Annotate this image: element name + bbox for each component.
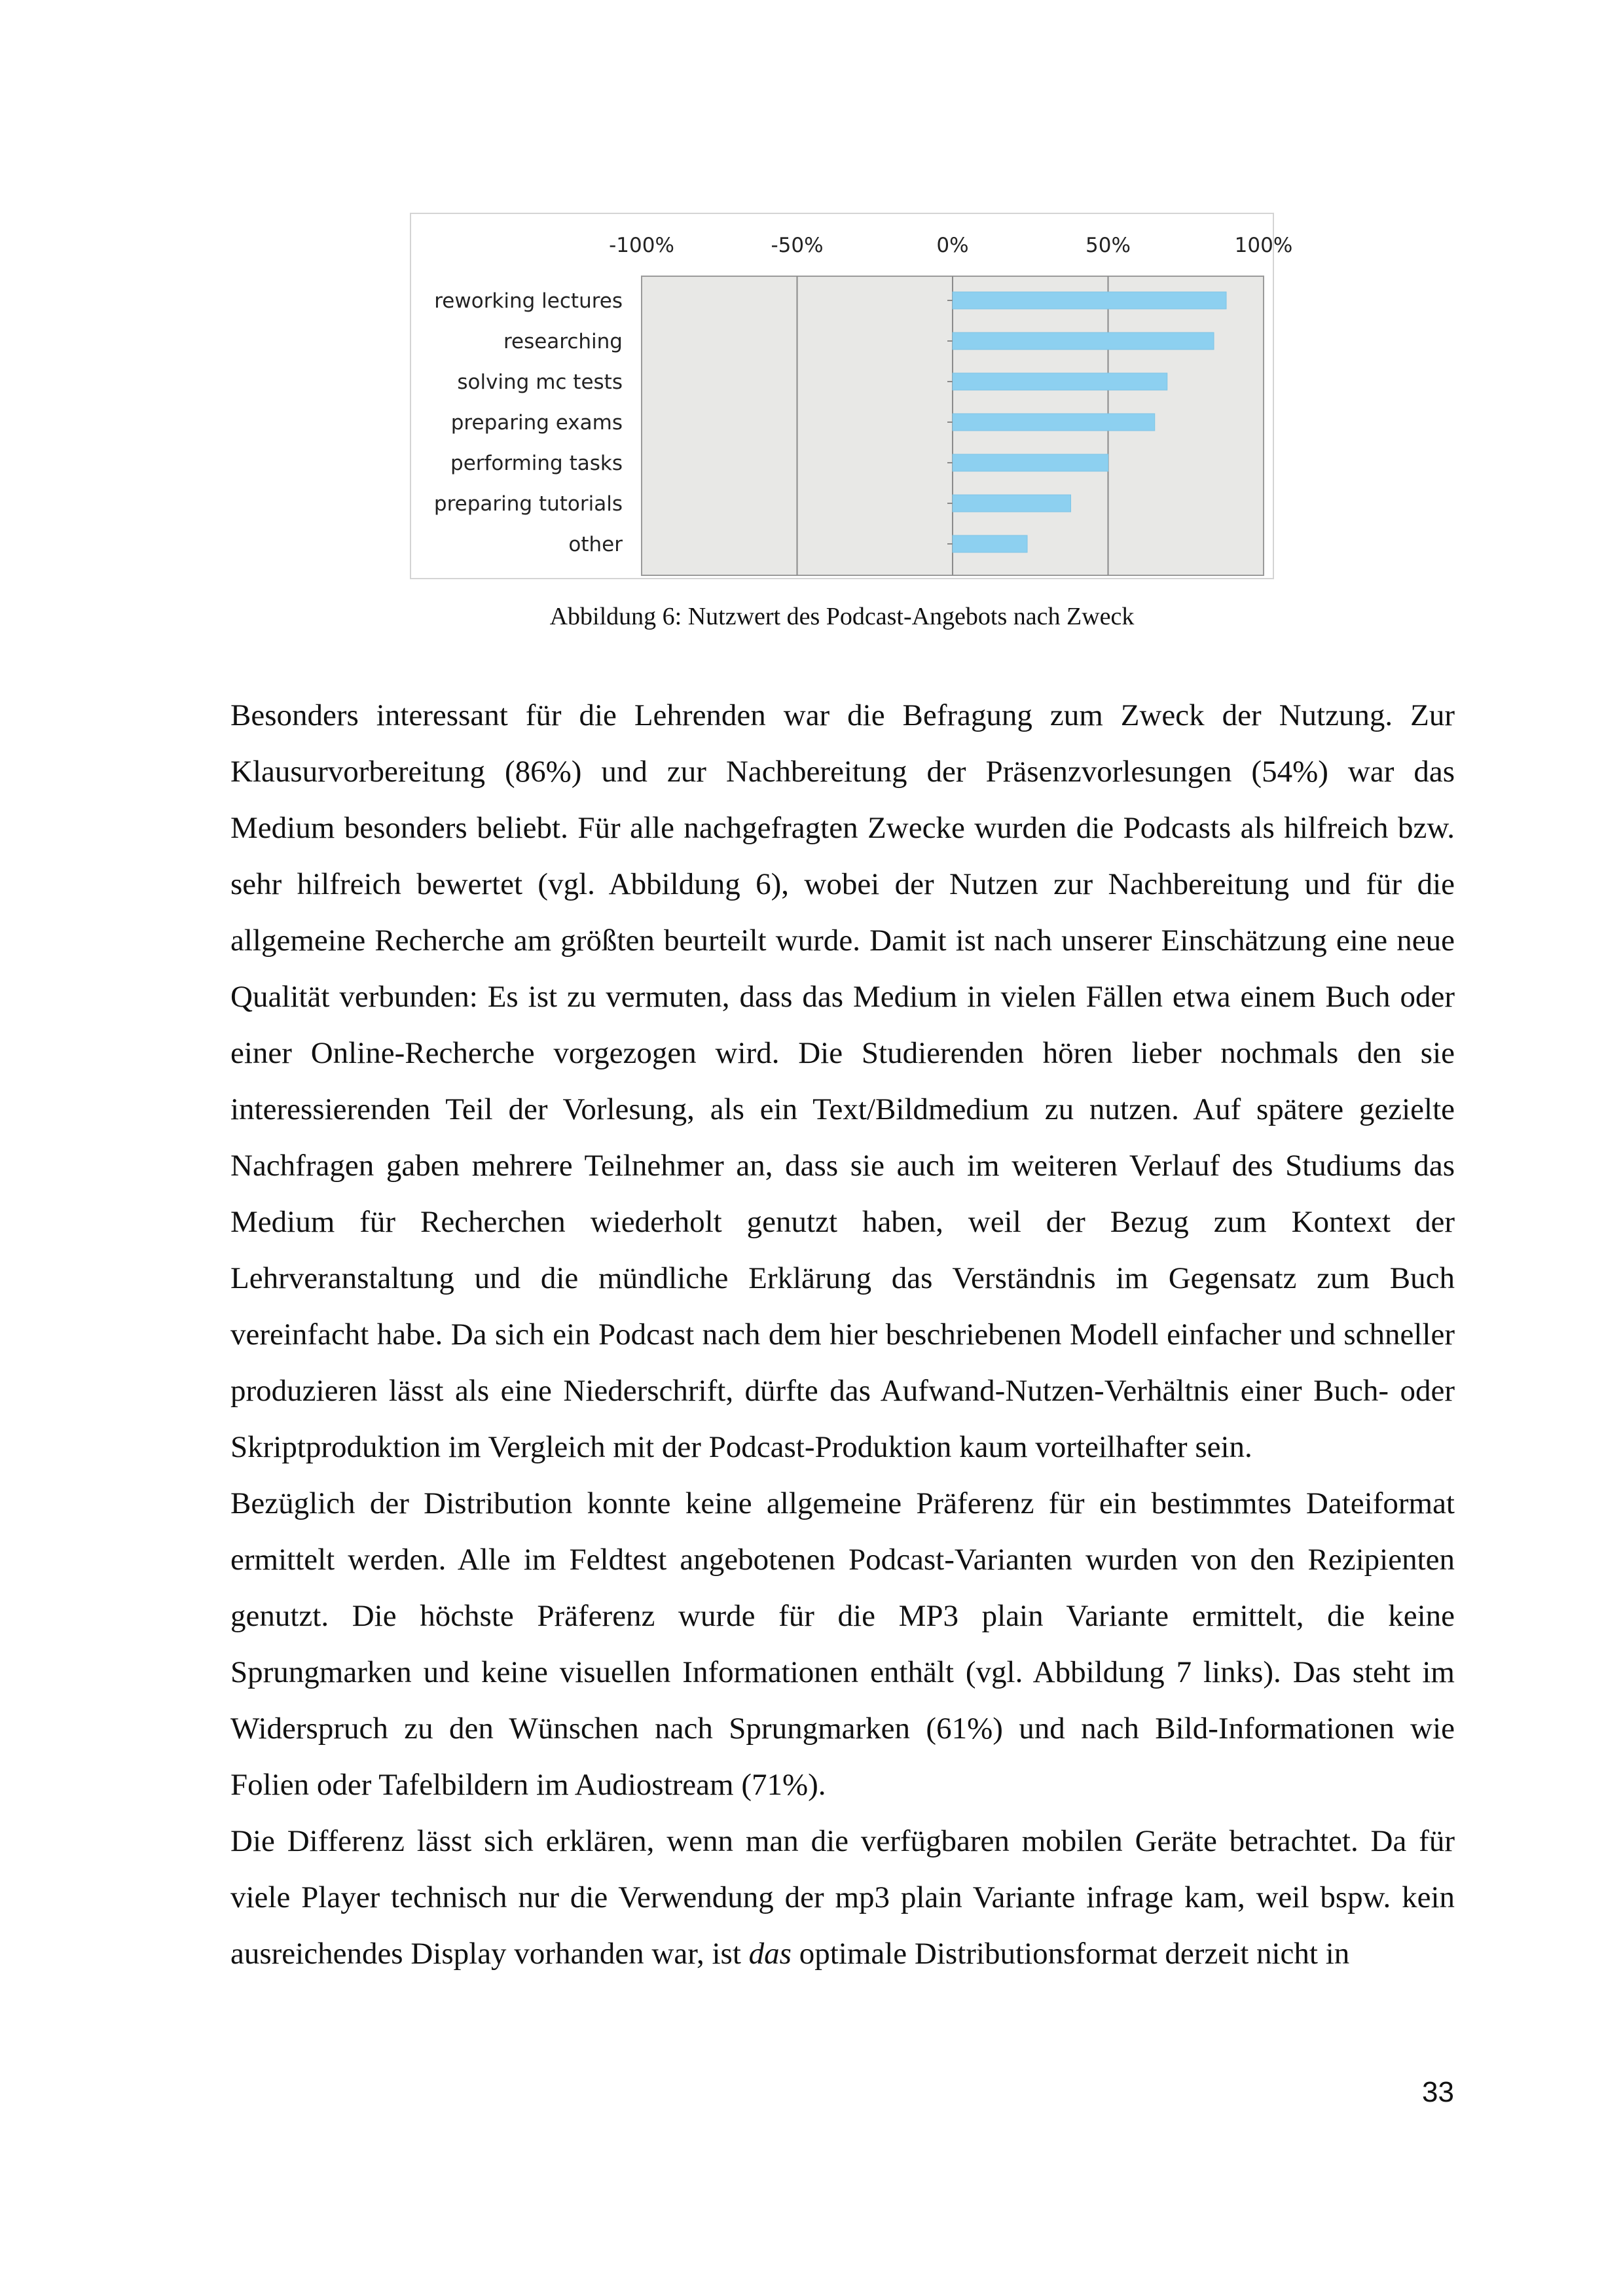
bar-chart [411, 214, 1293, 578]
category-label: other [568, 533, 623, 556]
paragraph-3-text: Die Differenz lässt sich erklären, wenn man die verfügbaren mobilen Geräte betrachtet. Da für viele Player technisch nur die Verwendung der mp3 plain Variante infrage kam, weil bspw. kein ausreichendes Display vorhanden war, ist [230, 1824, 1455, 1971]
bar [953, 292, 1226, 309]
category-label: performing tasks [450, 452, 623, 475]
x-tick-label: 0% [936, 234, 969, 257]
bar [953, 495, 1071, 512]
bar [953, 454, 1108, 471]
page-number: 33 [1422, 2076, 1454, 2108]
x-tick-label: -100% [609, 234, 674, 257]
category-label: preparing tutorials [433, 492, 623, 516]
paragraph-3-emphasis: das [748, 1937, 792, 1971]
x-tick-label: 100% [1234, 234, 1293, 257]
x-tick-label: 50% [1085, 234, 1131, 257]
body-text [230, 687, 1455, 1982]
paragraph-3 [230, 1813, 1455, 1982]
bar [953, 373, 1167, 390]
paragraph-3-end: optimale Distributionsformat derzeit nicht in [791, 1937, 1350, 1971]
bar [953, 535, 1027, 552]
figure-caption: Abbildung 6: Nutzwert des Podcast-Angebots nach Zweck [549, 603, 1135, 630]
bar [953, 414, 1155, 431]
x-tick-label: -50% [771, 234, 824, 257]
bar [953, 332, 1214, 350]
category-label: preparing exams [450, 411, 623, 435]
category-label: researching [503, 330, 623, 353]
paragraph-2: Bezüglich der Distribution konnte keine allgemeine Präferenz für ein bestimmtes Dateiformat ermittelt werden. Alle im Feldtest angebotenen Podcast-Varianten wurden von den Rezipienten genutzt. Die höchste Präferenz wurde für die MP3 plain Variante ermittelt, die keine Sprungmarken und keine visuellen Informationen enthält (vgl. Abbildung 7 links). Das steht im Widerspruch zu den Wünschen nach Sprungmarken (61%) und nach Bild-Informationen wie Folien oder Tafelbildern im Audiostream (71%). [230, 1486, 1455, 1802]
category-label: reworking lectures [434, 289, 623, 313]
chart-figure [410, 213, 1293, 579]
paragraph-1: Besonders interessant für die Lehrenden war die Befragung zum Zweck der Nutzung. Zur Klausurvorbereitung (86%) und zur Nachbereitung der Präsenzvorlesungen (54%) war das Medium besonders beliebt. Für alle nachgefragten Zwecke wurden die Podcasts als hilfreich bzw. sehr hilfreich bewertet (vgl. Abbildung 6), wobei der Nutzen zur Nachbereitung und für die allgemeine Recherche am größten beurteilt wurde. Damit ist nach unserer Einschätzung eine neue Qualität verbunden: Es ist zu vermuten, dass das Medium in vielen Fällen etwa einem Buch oder einer Online-Recherche vorgezogen wird. Die Studierenden hören lieber nochmals den sie interessierenden Teil der Vorlesung, als ein Text/Bildmedium zu nutzen. Auf spätere gezielte Nachfragen gaben mehrere Teilnehmer an, dass sie auch im weiteren Verlauf des Studiums das Medium für Recherchen wiederholt genutzt haben, weil der Bezug zum Kontext der Lehrveranstaltung und die mündliche Erklärung das Verständnis im Gegensatz zum Buch vereinfacht habe. Da sich ein Podcast nach dem hier beschriebenen Modell einfacher und schneller produzieren lässt als eine Niederschrift, dürfte das Aufwand-Nutzen-Verhältnis einer Buch- oder Skriptproduktion im Vergleich mit der Podcast-Produktion kaum vorteilhafter sein. [230, 698, 1455, 1464]
category-label: solving mc tests [457, 370, 623, 394]
